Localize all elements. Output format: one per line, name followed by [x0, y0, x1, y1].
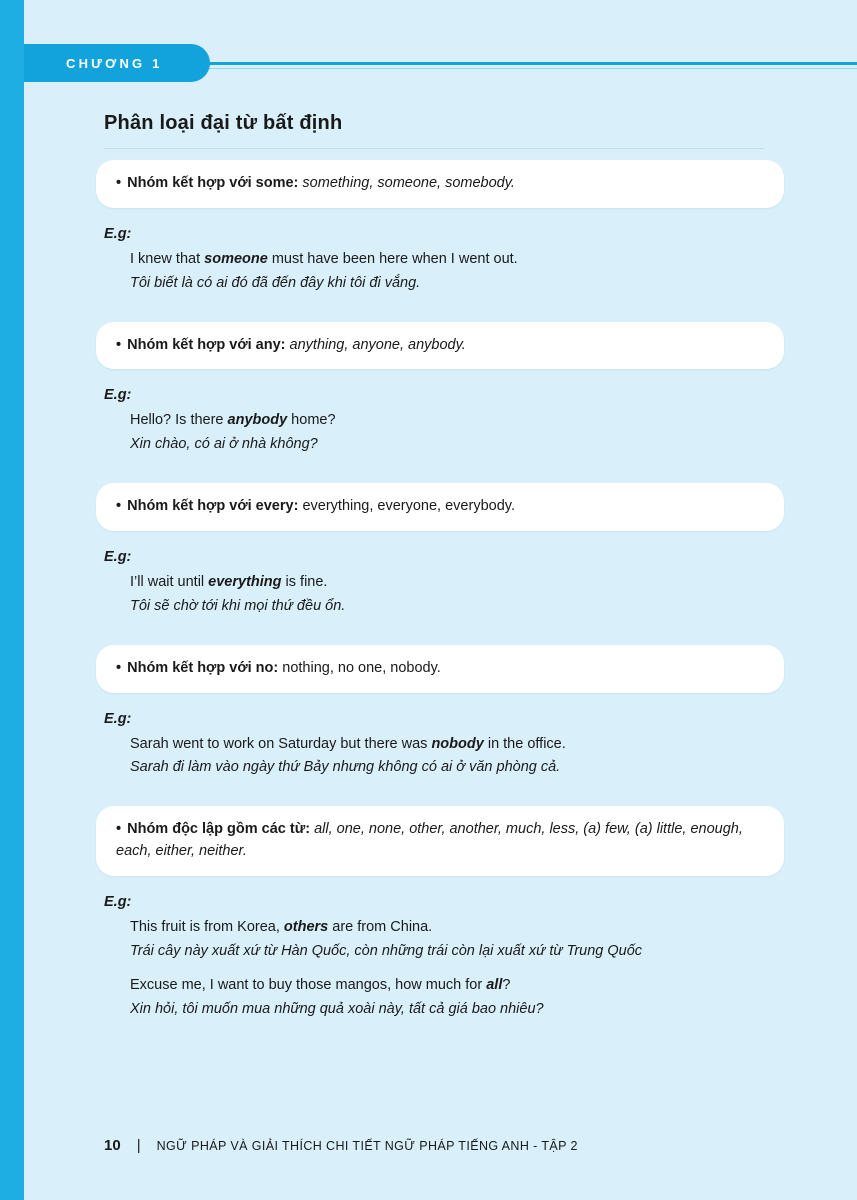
- example-en-keyword: nobody: [431, 735, 484, 752]
- example-en-keyword: everything: [208, 573, 282, 590]
- group-items: something, someone, somebody.: [302, 175, 515, 191]
- group-items: anything, anyone, anybody.: [289, 336, 466, 353]
- example-en-keyword: anybody: [227, 412, 288, 429]
- example-block: [130, 571, 780, 619]
- example-en-after: home?: [287, 412, 336, 429]
- eg-label: E.g:: [104, 225, 132, 242]
- example-english: [130, 409, 780, 433]
- callout-group-independent: [96, 806, 784, 876]
- callout-group-no: [96, 645, 784, 693]
- example-en-before: This fruit is from Korea,: [130, 918, 284, 935]
- example-vietnamese: Sarah đi làm vào ngày thứ Bảy nhưng không có ai ở văn phòng cả.: [130, 759, 561, 776]
- content-area: [0, 160, 857, 1022]
- page-footer: [0, 1137, 857, 1154]
- example-en-before: Excuse me, I want to buy those mangos, how much for: [130, 976, 487, 993]
- example-vietnamese: Trái cây này xuất xứ từ Hàn Quốc, còn những trái còn lại xuất xứ từ Trung Quốc: [130, 942, 643, 959]
- example-vietnamese: Xin chào, có ai ở nhà không?: [130, 436, 318, 453]
- group-label: Nhóm kết hợp với any:: [127, 336, 286, 353]
- chapter-rule-secondary: [200, 68, 857, 69]
- title-divider: [104, 148, 764, 149]
- group-items: nothing, no one, nobody.: [282, 659, 441, 676]
- group-items: all, one, none, other, another, much, less, (a) few, (a) little, enough, each, either, neither.: [116, 821, 743, 860]
- example-en-after: must have been here when I went out.: [267, 250, 518, 267]
- group-label: Nhóm kết hợp với no:: [127, 659, 279, 676]
- example-english: [130, 974, 780, 998]
- footer-separator: |: [136, 1137, 141, 1154]
- callout-group-any: [96, 322, 784, 370]
- example-vietnamese: Xin hỏi, tôi muốn mua những quả xoài này, tất cả giá bao nhiêu?: [130, 1000, 544, 1017]
- bullet-marker: •: [116, 821, 122, 838]
- example-en-before: I knew that: [130, 250, 205, 267]
- callout-group-every: [96, 483, 784, 531]
- example-en-keyword: someone: [204, 250, 268, 267]
- callout-group-some: [96, 160, 784, 208]
- example-english: [130, 248, 780, 272]
- example-english: [130, 733, 780, 757]
- example-block: [130, 733, 780, 781]
- chapter-rule: [200, 62, 857, 65]
- eg-label: E.g:: [104, 893, 132, 910]
- example-en-after: ?: [502, 976, 511, 993]
- page-title: Phân loại đại từ bất định: [104, 112, 343, 134]
- example-en-after: are from China.: [328, 918, 433, 935]
- bullet-marker: •: [116, 498, 122, 515]
- example-english: [130, 916, 780, 940]
- example-vietnamese: Tôi biết là có ai đó đã đến đây khi tôi đi vắng.: [130, 274, 421, 291]
- example-block: [130, 916, 780, 1022]
- example-en-before: Sarah went to work on Saturday but there was: [130, 735, 432, 752]
- group-items: everything, everyone, everybody.: [302, 498, 515, 515]
- group-label: Nhóm kết hợp với some:: [127, 175, 299, 191]
- chapter-tag: [24, 44, 210, 82]
- example-vietnamese: Tôi sẽ chờ tới khi mọi thứ đều ổn.: [130, 597, 346, 614]
- bullet-marker: •: [116, 175, 122, 191]
- example-block: [130, 409, 780, 457]
- eg-label: E.g:: [104, 387, 132, 404]
- example-en-after: is fine.: [281, 573, 328, 590]
- example-block: [130, 248, 780, 296]
- footer-text: NGỮ PHÁP VÀ GIẢI THÍCH CHI TIẾT NGỮ PHÁP TIẾNG ANH - TẬP 2: [156, 1138, 578, 1153]
- example-en-after: in the office.: [483, 735, 566, 752]
- group-label: Nhóm kết hợp với every:: [127, 498, 299, 515]
- bullet-marker: •: [116, 336, 122, 353]
- example-en-before: I’ll wait until: [130, 573, 209, 590]
- example-english: [130, 571, 780, 595]
- bullet-marker: •: [116, 659, 122, 676]
- chapter-label: CHƯƠNG 1: [66, 55, 163, 71]
- eg-label: E.g:: [104, 548, 132, 565]
- page-number: 10: [104, 1137, 121, 1154]
- group-label: Nhóm độc lập gồm các từ:: [127, 821, 311, 838]
- eg-label: E.g:: [104, 710, 132, 727]
- example-en-before: Hello? Is there: [130, 412, 228, 429]
- example-en-keyword: all: [486, 976, 503, 993]
- example-en-keyword: others: [283, 918, 329, 935]
